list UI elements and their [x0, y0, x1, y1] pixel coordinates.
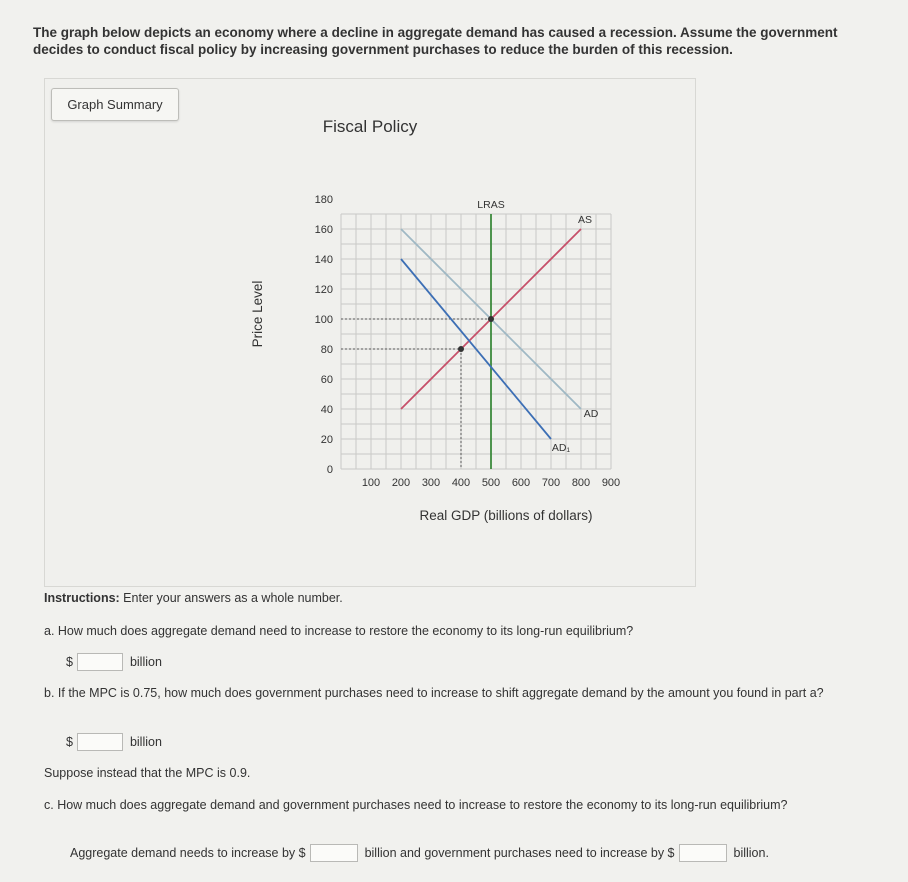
instructions-text: Enter your answers as a whole number.	[119, 591, 343, 605]
equilibrium-point	[488, 316, 494, 322]
y-tick-label: 180	[314, 194, 333, 206]
part-c-text-2: billion and government purchases need to increase by $	[364, 846, 675, 860]
x-tick-label: 500	[481, 477, 501, 489]
part-a-question: a. How much does aggregate demand need to increase to restore the economy to its long-run equilibrium?	[44, 624, 634, 638]
y-tick-label: 160	[314, 224, 333, 236]
part-a-unit: billion	[129, 655, 162, 669]
part-b-question: b. If the MPC is 0.75, how much does government purchases need to increase to shift aggregate demand by the amount you found in part a?	[44, 686, 824, 700]
y-axis-label: Price Level	[250, 280, 265, 348]
x-tick-label: 900	[601, 477, 621, 489]
x-tick-label: 300	[421, 477, 441, 489]
part-c-text-3: billion.	[733, 846, 769, 860]
suppose-text: Suppose instead that the MPC is 0.9.	[44, 766, 251, 780]
part-b-unit: billion	[129, 735, 162, 749]
part-c-answer-row	[70, 844, 769, 862]
graph-panel	[44, 78, 696, 587]
y-tick-label: 120	[314, 284, 333, 296]
x-tick-label: 400	[451, 477, 471, 489]
y-tick-label: 20	[320, 434, 333, 446]
x-tick-label: 600	[511, 477, 531, 489]
instructions	[44, 591, 343, 605]
series-ad-label: AD	[583, 408, 599, 420]
y-tick-label: 80	[320, 344, 333, 356]
y-tick-label: 60	[320, 374, 333, 386]
y-tick-label: 0	[326, 464, 333, 476]
part-c-g-input[interactable]	[679, 844, 727, 862]
x-axis-label: Real GDP (billions of dollars)	[419, 508, 593, 523]
series-as-label: AS	[577, 214, 593, 226]
series-lras-label: LRAS	[477, 199, 505, 211]
x-tick-label: 700	[541, 477, 561, 489]
chart-title: Fiscal Policy	[322, 117, 418, 136]
part-c-ad-input[interactable]	[310, 844, 358, 862]
y-tick-label: 100	[314, 314, 333, 326]
part-c-text-1: Aggregate demand needs to increase by $	[70, 846, 306, 860]
x-tick-label: 200	[391, 477, 411, 489]
instructions-label: Instructions:	[44, 591, 120, 605]
part-a-input[interactable]	[77, 653, 123, 671]
x-tick-label: 800	[571, 477, 591, 489]
part-b-answer-row	[66, 733, 162, 751]
series-ad1-label: AD₁	[551, 442, 571, 454]
x-tick-label: 100	[361, 477, 381, 489]
equilibrium-point	[458, 346, 464, 352]
part-b-dollar-sign: $	[66, 735, 73, 749]
question-intro: The graph below depicts an economy where a decline in aggregate demand has caused a recession. Assume the government decides to conduct fiscal policy by increasing government purchases to reduce the burden of this recession.	[33, 25, 838, 57]
y-tick-label: 140	[314, 254, 333, 266]
y-tick-label: 40	[320, 404, 333, 416]
fiscal-policy-chart	[45, 79, 695, 586]
part-b-input[interactable]	[77, 733, 123, 751]
graph-summary-button[interactable]: Graph Summary	[51, 88, 179, 121]
part-c-question: c. How much does aggregate demand and government purchases need to increase to restore the economy to its long-run equilibrium?	[44, 798, 788, 812]
part-a-answer-row	[66, 653, 162, 671]
part-a-dollar-sign: $	[66, 655, 73, 669]
